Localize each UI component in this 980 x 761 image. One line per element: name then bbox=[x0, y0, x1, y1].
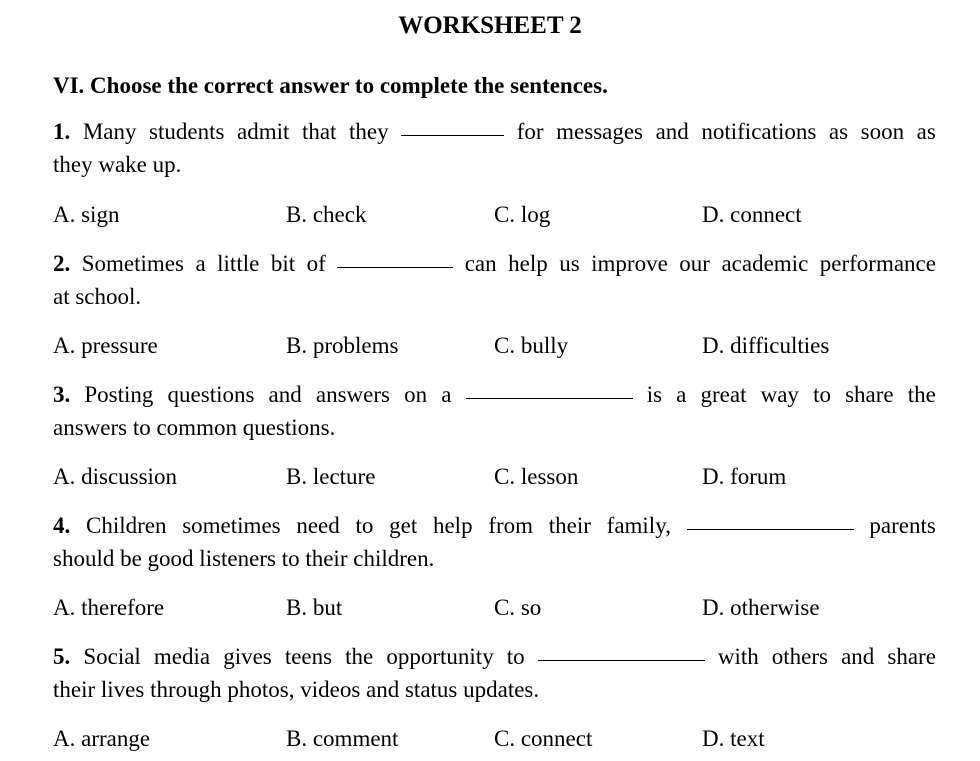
question-word: little bbox=[217, 251, 260, 276]
option-c[interactable]: C. lesson bbox=[494, 464, 579, 489]
question-word: notifications bbox=[701, 119, 817, 144]
question-word: for bbox=[516, 119, 544, 144]
question-word: media bbox=[153, 644, 211, 669]
question-word: and bbox=[655, 119, 689, 144]
answer-options bbox=[53, 591, 953, 624]
question-continuation: should be good listeners to their children. bbox=[53, 546, 435, 571]
question-word: teens bbox=[284, 644, 333, 669]
question-line-2 bbox=[53, 148, 936, 181]
question-word: to bbox=[355, 513, 374, 538]
question-word: messages bbox=[556, 119, 644, 144]
question-3 bbox=[53, 378, 936, 444]
question-line bbox=[53, 115, 936, 148]
option-a[interactable]: A. sign bbox=[53, 202, 120, 227]
question-word: and bbox=[841, 644, 875, 669]
answer-blank[interactable] bbox=[687, 509, 854, 530]
answer-options bbox=[53, 722, 953, 755]
question-word: gives bbox=[223, 644, 272, 669]
question-word: a bbox=[676, 382, 687, 407]
question-word: with bbox=[717, 644, 759, 669]
question-word: a bbox=[441, 382, 452, 407]
option-b[interactable]: B. lecture bbox=[286, 464, 376, 489]
option-c[interactable]: C. so bbox=[494, 595, 542, 620]
option-b[interactable]: B. check bbox=[286, 202, 367, 227]
question-word: from bbox=[488, 513, 534, 538]
question-word: Posting bbox=[84, 382, 154, 407]
question-continuation: at school. bbox=[53, 284, 142, 309]
option-a[interactable]: A. discussion bbox=[53, 464, 177, 489]
question-word: to bbox=[813, 382, 831, 407]
question-word: a bbox=[195, 251, 206, 276]
question-word: others bbox=[771, 644, 829, 669]
question-5 bbox=[53, 640, 936, 706]
section-heading: VI. Choose the correct answer to complete the sentences. bbox=[53, 73, 608, 98]
option-d[interactable]: D. connect bbox=[702, 202, 802, 227]
question-line-2 bbox=[53, 411, 936, 444]
option-a[interactable]: A. pressure bbox=[53, 333, 158, 358]
question-continuation: answers to common questions. bbox=[53, 415, 336, 440]
option-c[interactable]: C. connect bbox=[494, 726, 593, 751]
question-word: improve bbox=[591, 251, 668, 276]
answer-options bbox=[53, 198, 953, 231]
question-number: 5. bbox=[53, 644, 71, 669]
question-word: of bbox=[306, 251, 326, 276]
question-word: and bbox=[268, 382, 302, 407]
question-1 bbox=[53, 115, 936, 181]
question-word: academic bbox=[721, 251, 809, 276]
question-word: us bbox=[559, 251, 580, 276]
question-word: students bbox=[149, 119, 225, 144]
question-word: admit bbox=[237, 119, 290, 144]
question-word: that bbox=[301, 119, 337, 144]
question-word: as bbox=[916, 119, 936, 144]
question-line-2 bbox=[53, 280, 936, 313]
question-word: questions bbox=[167, 382, 255, 407]
question-line-2 bbox=[53, 673, 936, 706]
question-word: way bbox=[760, 382, 799, 407]
answer-options bbox=[53, 329, 953, 362]
question-word: bit bbox=[270, 251, 296, 276]
question-word: sometimes bbox=[182, 513, 281, 538]
question-word: the bbox=[345, 644, 374, 669]
question-number: 4. bbox=[53, 513, 71, 538]
question-word: the bbox=[907, 382, 936, 407]
question-word: Sometimes bbox=[81, 251, 184, 276]
question-word: family, bbox=[606, 513, 671, 538]
question-word: Children bbox=[85, 513, 167, 538]
question-word: opportunity bbox=[386, 644, 494, 669]
option-c[interactable]: C. bully bbox=[494, 333, 569, 358]
question-number: 1. bbox=[53, 119, 71, 144]
question-word: as bbox=[828, 119, 849, 144]
question-word: get bbox=[389, 513, 418, 538]
answer-blank[interactable] bbox=[538, 640, 705, 661]
answer-blank[interactable] bbox=[401, 115, 504, 136]
option-d[interactable]: D. text bbox=[702, 726, 765, 751]
question-number: 3. bbox=[53, 382, 71, 407]
question-word: performance bbox=[819, 251, 936, 276]
option-b[interactable]: B. comment bbox=[286, 726, 399, 751]
question-word: they bbox=[349, 119, 389, 144]
option-c[interactable]: C. log bbox=[494, 202, 551, 227]
question-continuation: they wake up. bbox=[53, 152, 182, 177]
option-b[interactable]: B. problems bbox=[286, 333, 399, 358]
question-word: share bbox=[845, 382, 894, 407]
answer-blank[interactable] bbox=[337, 247, 453, 268]
option-d[interactable]: D. otherwise bbox=[702, 595, 820, 620]
question-line-2 bbox=[53, 542, 936, 575]
worksheet-title: WORKSHEET 2 bbox=[398, 12, 582, 39]
question-number: 2. bbox=[53, 251, 71, 276]
question-word: to bbox=[506, 644, 525, 669]
question-word: can bbox=[464, 251, 497, 276]
question-line bbox=[53, 509, 936, 542]
option-a[interactable]: A. therefore bbox=[53, 595, 165, 620]
question-word: on bbox=[404, 382, 428, 407]
answer-blank[interactable] bbox=[466, 378, 633, 399]
question-word: help bbox=[508, 251, 548, 276]
question-continuation: their lives through photos, videos and status updates. bbox=[53, 677, 540, 702]
option-d[interactable]: D. difficulties bbox=[702, 333, 830, 358]
question-word: Many bbox=[82, 119, 137, 144]
option-b[interactable]: B. but bbox=[286, 595, 343, 620]
question-4 bbox=[53, 509, 936, 575]
option-a[interactable]: A. arrange bbox=[53, 726, 151, 751]
question-word: need bbox=[296, 513, 340, 538]
question-word: their bbox=[548, 513, 591, 538]
option-d[interactable]: D. forum bbox=[702, 464, 787, 489]
question-word: help bbox=[432, 513, 473, 538]
question-word: answers bbox=[315, 382, 390, 407]
question-word: our bbox=[679, 251, 710, 276]
question-line bbox=[53, 247, 936, 280]
question-word: soon bbox=[860, 119, 905, 144]
question-word: great bbox=[700, 382, 747, 407]
question-word: Social bbox=[83, 644, 141, 669]
question-word: parents bbox=[869, 513, 936, 538]
question-2 bbox=[53, 247, 936, 313]
question-word: share bbox=[887, 644, 936, 669]
question-line bbox=[53, 640, 936, 673]
question-line bbox=[53, 378, 936, 411]
answer-options bbox=[53, 460, 953, 493]
question-word: is bbox=[646, 382, 663, 407]
